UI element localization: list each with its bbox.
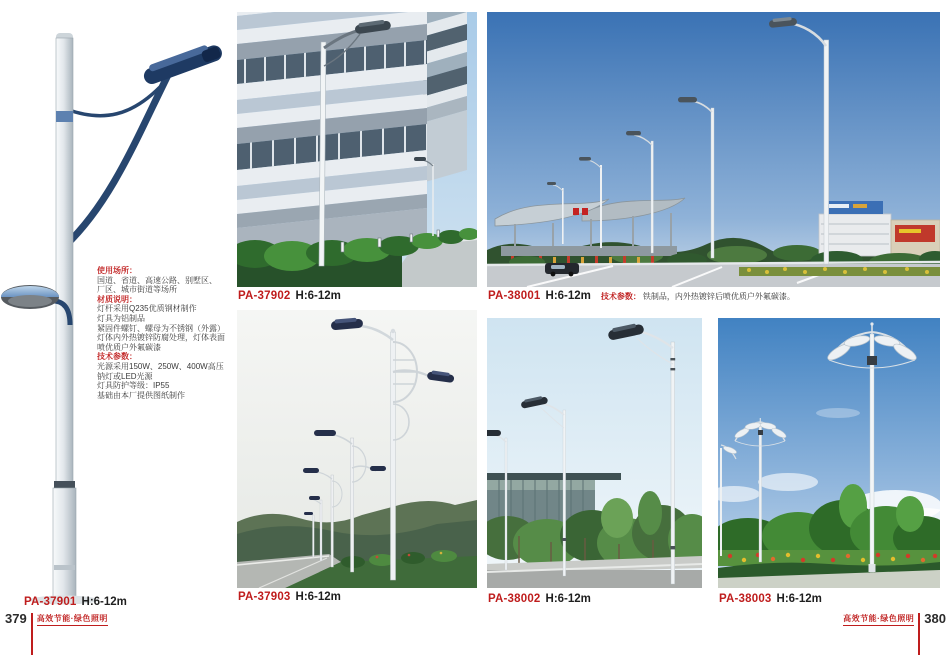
spec-line: 材质说明： — [97, 294, 137, 304]
flower-strip — [739, 267, 940, 276]
spec-line: 灯杆采用Q235优质钢材制作 — [97, 304, 197, 314]
product-code: PA-37901 — [24, 596, 77, 608]
footer-right — [843, 613, 946, 655]
product-photo-pa-37903 — [237, 310, 477, 588]
product-height: H:6-12m — [295, 290, 341, 302]
spec-text-block — [97, 266, 237, 400]
caption-pa-37902 — [238, 290, 341, 302]
product-height: H:6-12m — [295, 591, 341, 603]
product-code: PA-38003 — [719, 593, 772, 605]
caption-pa-37903 — [238, 591, 341, 603]
spec-line: 厂区、城市街道等场所 — [97, 285, 177, 295]
footer-slogan-left: 高效节能·绿色照明 — [37, 614, 108, 626]
caption-pa-38002 — [488, 593, 591, 605]
product-code: PA-38002 — [488, 593, 541, 605]
product-photo-pa-38002 — [487, 318, 702, 588]
tech-note-text: 铁制品，内外热镀锌后喷优质户外氟碳漆。 — [642, 292, 795, 301]
page-number-left: 379 — [5, 611, 27, 626]
product-code: PA-38001 — [488, 290, 541, 302]
caption-pa-38003 — [719, 593, 822, 605]
caption-pa-37901 — [24, 596, 127, 608]
footer-left — [5, 613, 108, 655]
spec-line: 基础由本厂提供图纸制作 — [97, 390, 185, 400]
footer-slogan-right: 高效节能·绿色照明 — [843, 614, 914, 626]
spec-line: 灯具防护等级：IP55 — [97, 381, 170, 391]
lamp-head — [141, 40, 225, 86]
spec-line: 喷优质户外氟碳漆 — [97, 342, 161, 352]
garden-lamp — [1, 285, 59, 309]
far-building — [423, 12, 467, 183]
page-number-right: 380 — [924, 611, 946, 626]
spec-line: 技术参数： — [97, 352, 137, 362]
spec-line: 灯体内外热镀锌防腐处理，灯体表面 — [97, 333, 225, 343]
product-code: PA-37902 — [238, 290, 291, 302]
footer-divider-left — [31, 613, 33, 655]
product-code: PA-37903 — [238, 591, 291, 603]
product-photo-pa-38003 — [718, 318, 940, 588]
spec-line: 钠灯或LED光源 — [97, 371, 153, 381]
product-height: H:6-12m — [545, 290, 591, 302]
building-facade — [237, 12, 432, 274]
product-photo-pa-37902 — [237, 12, 477, 287]
product-height: H:6-12m — [545, 593, 591, 605]
spec-line: 国道、省道、高速公路、别墅区、 — [97, 275, 217, 285]
tech-note-label: 技术参数： — [600, 292, 641, 301]
product-photo-pa-38001 — [487, 12, 940, 287]
spec-line: 紧固件螺钉、螺母为不锈钢（外露） — [97, 323, 225, 333]
spec-line: 使用场所： — [97, 266, 137, 275]
spec-line: 光源采用150W、250W、400W高压 — [97, 361, 224, 371]
caption-pa-38001 — [488, 290, 795, 302]
product-height: H:6-12m — [776, 593, 822, 605]
spec-line: 灯具为铝制品 — [97, 313, 145, 323]
product-height: H:6-12m — [81, 596, 127, 608]
footer-divider-right — [918, 613, 920, 655]
